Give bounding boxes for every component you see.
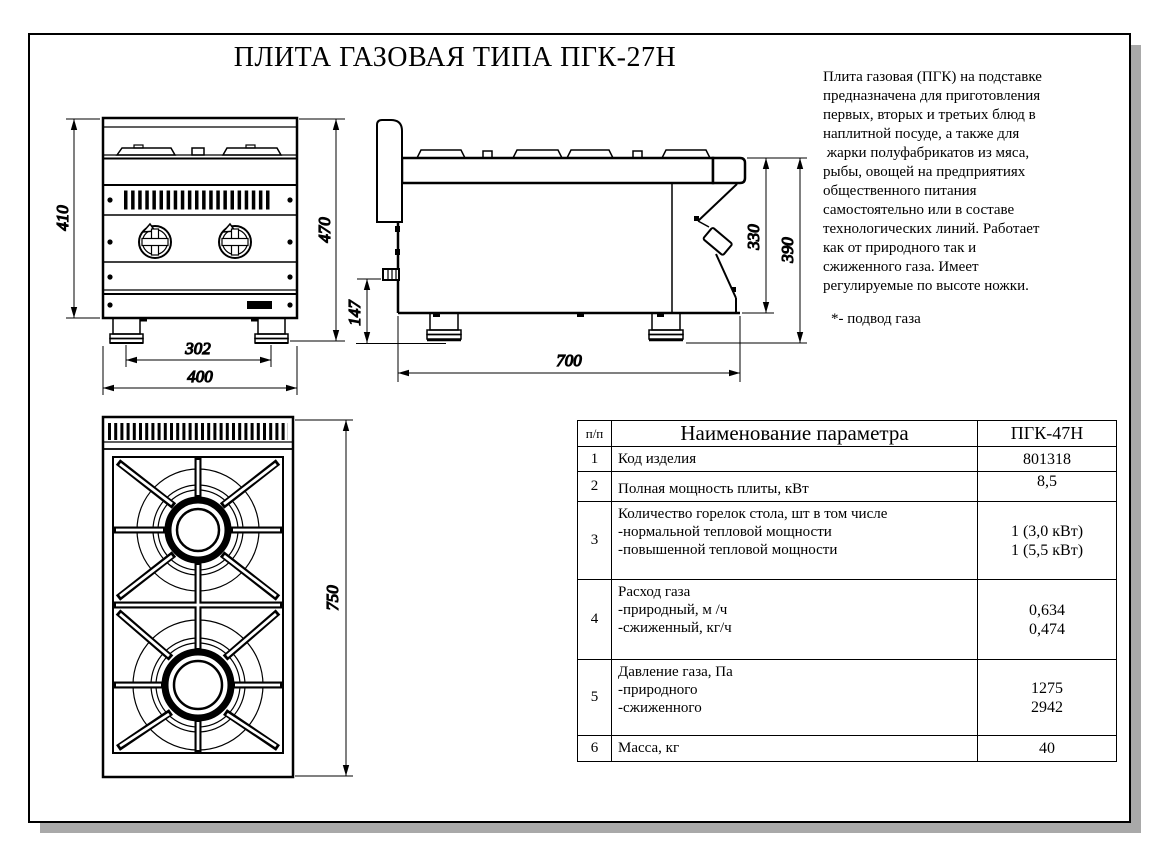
description-line: самостоятельно или в составе <box>823 202 1015 218</box>
table-row <box>578 660 1117 736</box>
table-row <box>578 472 1117 502</box>
row-num: 3 <box>578 502 612 580</box>
row-value <box>978 472 1117 502</box>
dim-front-width: 400 <box>187 367 213 386</box>
value-line: 1 (3,0 кВт) <box>1010 522 1084 540</box>
name-line: Код изделия <box>618 451 697 467</box>
header-num: п/п <box>578 421 612 447</box>
dim-side-panel-height: 330 <box>744 224 763 250</box>
description-line: технологических линий. Работает <box>823 221 1040 237</box>
row-num: 4 <box>578 580 612 660</box>
name-line: -природный, м /ч <box>618 602 728 618</box>
row-value <box>978 660 1117 736</box>
name-line: Масса, кг <box>618 740 680 756</box>
description-line: первых, вторых и третьих блюд в <box>823 107 1036 123</box>
gas-inlet-note: *- подвод газа <box>831 311 921 327</box>
name-line: -сжиженный, кг/ч <box>618 620 732 636</box>
description-line: сжиженного газа. Имеет <box>823 259 979 275</box>
value-line: 801318 <box>1023 450 1071 468</box>
row-name <box>612 580 978 660</box>
row-name <box>612 660 978 736</box>
value-line: 40 <box>1039 740 1055 757</box>
description-line: предназначена для приготовления <box>823 88 1041 104</box>
name-line: Количество горелок стола, шт в том числе <box>618 506 888 522</box>
dim-gas-inlet-height: 147 <box>345 300 364 326</box>
header-parameter-name: Наименование параметра <box>612 421 978 447</box>
dim-front-body-height: 410 <box>53 205 72 231</box>
value-line: 2942 <box>1031 698 1063 716</box>
dim-side-total-height: 390 <box>778 237 797 263</box>
value-line: 8,5 <box>1037 473 1057 490</box>
spec-header-row <box>578 421 1117 447</box>
value-line: 0,634 <box>1029 601 1065 619</box>
name-line: Полная мощность плиты, кВт <box>618 481 809 497</box>
row-value <box>978 502 1117 580</box>
row-name <box>612 736 978 762</box>
dim-side-depth: 700 <box>556 351 582 370</box>
name-line: Расход газа <box>618 584 691 600</box>
table-row <box>578 736 1117 762</box>
name-line: -повышенной тепловой мощности <box>618 542 838 558</box>
name-line: -нормальной тепловой мощности <box>618 524 832 540</box>
row-name <box>612 472 978 502</box>
value-line: 1275 <box>1031 679 1063 697</box>
row-name <box>612 502 978 580</box>
name-line: -сжиженного <box>618 700 702 716</box>
row-value <box>978 447 1117 472</box>
description-line: общественного питания <box>823 183 977 199</box>
dim-front-feet-span: 302 <box>185 339 211 358</box>
description-line: жарки полуфабрикатов из мяса, <box>823 145 1030 161</box>
page-title: ПЛИТА ГАЗОВАЯ ТИПА ПГК-27Н <box>233 42 677 73</box>
table-row <box>578 580 1117 660</box>
name-line: -природного <box>618 682 698 698</box>
dim-top-depth: 750 <box>323 585 342 611</box>
row-num: 2 <box>578 472 612 502</box>
value-line: 1 (5,5 кВт) <box>1010 541 1084 559</box>
description-line: регулируемые по высоте ножки. <box>823 278 1029 294</box>
dim-front-total-height: 470 <box>315 217 334 243</box>
description-line: рыбы, овощей на предприятиях <box>823 164 1026 180</box>
table-row <box>578 447 1117 472</box>
description-line: наплитной посуде, а также для <box>823 126 1020 142</box>
description-line: Плита газовая (ПГК) на подставке <box>823 69 1042 85</box>
header-model: ПГК-47Н <box>978 421 1117 447</box>
description-text <box>823 68 1085 296</box>
row-num: 1 <box>578 447 612 472</box>
row-num: 6 <box>578 736 612 762</box>
row-value <box>978 580 1117 660</box>
table-row <box>578 502 1117 580</box>
value-line: 0,474 <box>1029 620 1065 638</box>
row-num: 5 <box>578 660 612 736</box>
spec-table <box>577 420 1117 762</box>
row-value <box>978 736 1117 762</box>
description-line: как от природного так и <box>823 240 977 256</box>
row-name <box>612 447 978 472</box>
name-line: Давление газа, Па <box>618 664 733 680</box>
